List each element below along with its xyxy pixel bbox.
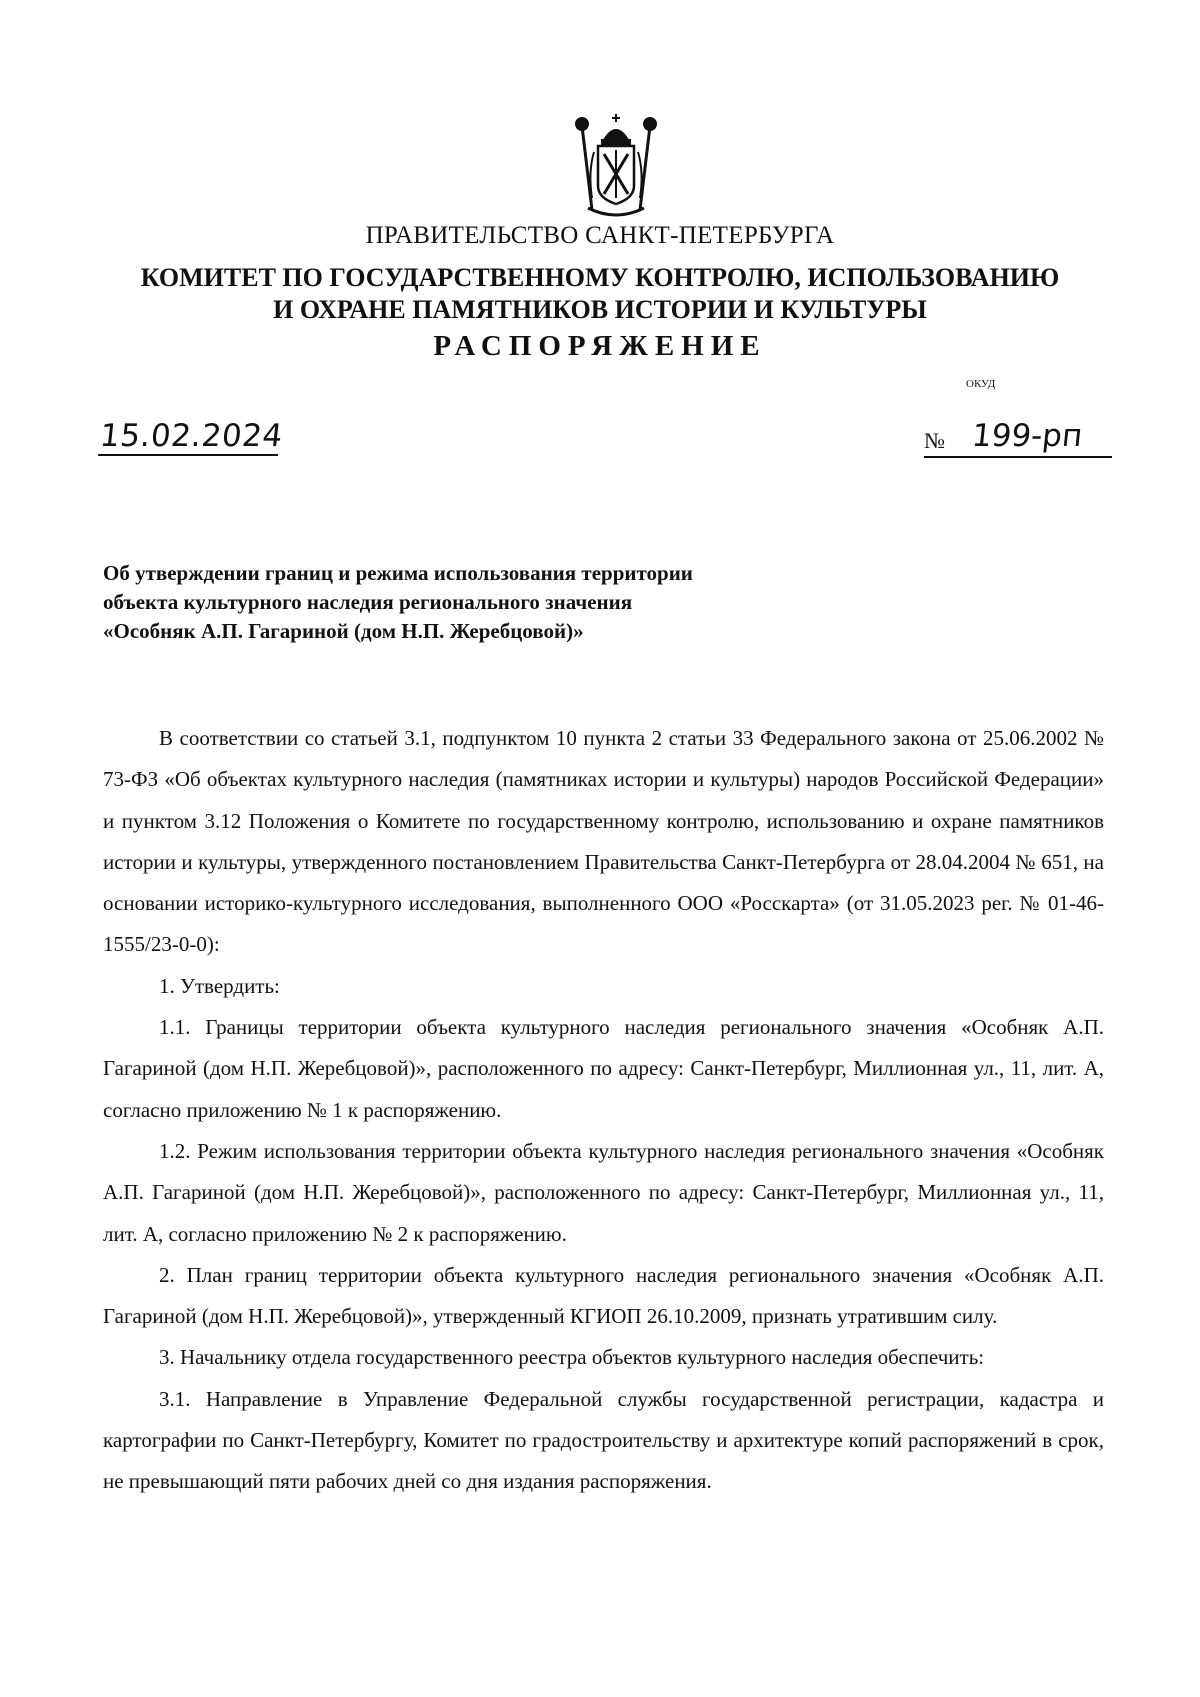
title-line-3: «Особняк А.П. Гагариной (дом Н.П. Жеребцовой)» [103,619,584,643]
committee-name-line-1: КОМИТЕТ ПО ГОСУДАРСТВЕННОМУ КОНТРОЛЮ, ИСПОЛЬЗОВАНИЮ [140,263,1060,292]
clause-1-2: 1.2. Режим использования территории объекта культурного наследия регионального значения «Особняк А.П. Гагариной (дом Н.П. Жеребцовой)», расположенного по адресу: Санкт-Петербург, Миллионная ул., 11, лит. А, согласно приложению № 2 к распоряжению. [103,1138,1104,1246]
document-number: 199-рп [970,418,1085,454]
document-body [103,718,1104,1503]
clause-3-1: 3.1. Направление в Управление Федеральной службы государственной регистрации, кадастра и картографии по Санкт-Петербургу, Комитет по градостроительству и архитектуре копий распоряжений в срок, не превышающий пяти рабочих дней со дня издания распоряжения. [103,1386,1104,1494]
number-sign: № [924,428,945,453]
title-line-2: объекта культурного наследия регионального значения [103,590,633,614]
committee-name-line-2: И ОХРАНЕ ПАМЯТНИКОВ ИСТОРИИ И КУЛЬТУРЫ [273,295,927,324]
clause-3: 3. Начальнику отдела государственного реестра объектов культурного наследия обеспечить: [159,1345,985,1370]
title-line-1: Об утверждении границ и режима использования территории [103,561,693,585]
government-name: ПРАВИТЕЛЬСТВО САНКТ-ПЕТЕРБУРГА [365,222,835,249]
clause-2: 2. План границ территории объекта культурного наследия регионального значения «Особняк А.П. Гагариной (дом Н.П. Жеребцовой)», утвержденный КГИОП 26.10.2009, признать утратившим силу. [103,1262,1104,1329]
preamble-paragraph: В соответствии со статьей 3.1, подпунктом 10 пункта 2 статьи 33 Федерального закона от 25.06.2002 № 73-ФЗ «Об объектах культурного наследия (памятниках истории и культуры) народов Российской Федерации» и пунктом 3.12 Положения о Комитете по государственному контролю, использованию и охране памятников истории и культуры, утвержденного постановлением Правительства Санкт-Петербурга от 28.04.2004 № 651, на основании историко-культурного исследования, выполненного ООО «Росскарта» (от 31.05.2023 рег. № 01-46-1555/23-0-0): [103,726,1104,957]
committee-name [0,262,1200,326]
coat-of-arms-icon [568,112,664,222]
document-date: 15.02.2024 [98,418,285,454]
okud-label: ОКУД [966,378,996,390]
document-type: РАСПОРЯЖЕНИЕ [433,330,767,362]
clause-1-1: 1.1. Границы территории объекта культурного наследия регионального значения «Особняк А.П. Гагариной (дом Н.П. Жеребцовой)», расположенного по адресу: Санкт-Петербург, Миллионная ул., 11, лит. А, согласно приложению № 1 к распоряжению. [103,1015,1104,1122]
document-title [103,559,823,646]
clause-1: 1. Утвердить: [159,973,280,998]
document-number-field [924,418,1112,458]
